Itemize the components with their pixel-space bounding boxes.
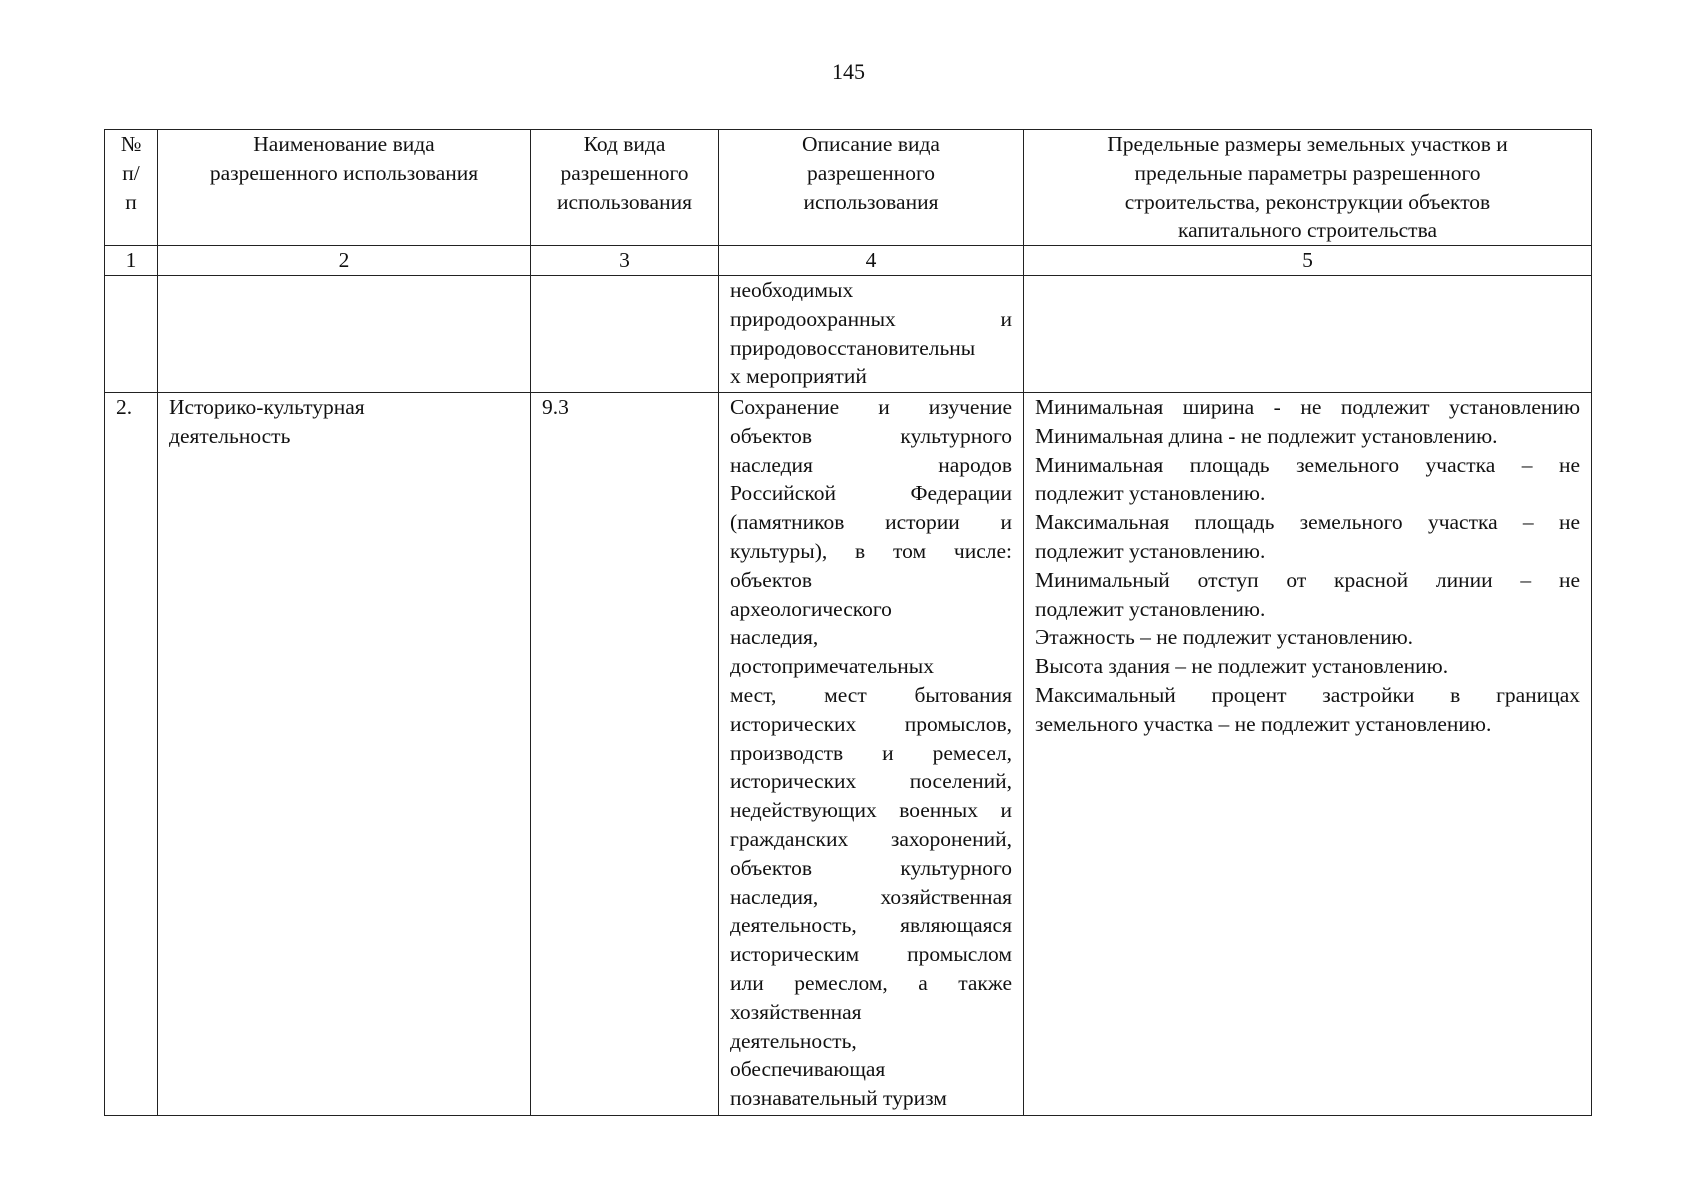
cell-row-number: 2.: [105, 392, 158, 1115]
header-use-name: Наименование вида разрешенного использования: [158, 130, 531, 246]
column-number: 5: [1024, 246, 1592, 276]
table-header-row: [105, 130, 1592, 246]
table-row-continuation: [105, 275, 1592, 392]
header-use-description: Описание вида разрешенного использования: [719, 130, 1024, 246]
column-number: 1: [105, 246, 158, 276]
page-number: 145: [832, 59, 865, 84]
cell-empty: [158, 275, 531, 392]
cell-use-code: 9.3: [531, 392, 719, 1115]
column-number: 2: [158, 246, 531, 276]
cell-empty: [1024, 275, 1592, 392]
cell-use-name: Историко-культурная деятельность: [158, 392, 531, 1115]
cell-empty: [531, 275, 719, 392]
header-use-code: Код вида разрешенного использования: [531, 130, 719, 246]
column-number: 3: [531, 246, 719, 276]
cell-limit-parameters: Минимальная ширина - не подлежит установлению Минимальная длина - не подлежит установлению. Минимальная площадь земельного участка – не подлежит установлению. Максимальная площадь земельного участка – не подлежит установлению. Минимальный отступ от красной линии – не подлежит установлению. Этажность – не подлежит установлению. Высота здания – не подлежит установлению. Максимальный процент застройки в границах земельного участка – не подлежит установлению.: [1024, 392, 1592, 1115]
cell-use-description: Сохранение и изучение объектов культурного наследия народов Российской Федерации (памятников истории и культуры), в том числе: объектов археологического наследия, достопримечательных мест, мест бытования исторических промыслов, производств и ремесел, исторических поселений, недействующих военных и гражданских захоронений, объектов культурного наследия, хозяйственная деятельность, являющаяся историческим промыслом или ремеслом, а также хозяйственная деятельность, обеспечивающая познавательный туризм: [719, 392, 1024, 1115]
header-limit-parameters: Предельные размеры земельных участков и предельные параметры разрешенного строительства, реконструкции объектов капитального строительства: [1024, 130, 1592, 246]
cell-empty: [105, 275, 158, 392]
cell-description-continuation: необходимых природоохранных и природовосстановительны х мероприятий: [719, 275, 1024, 392]
column-number: 4: [719, 246, 1024, 276]
table-row: [105, 392, 1592, 1115]
column-number-row: [105, 246, 1592, 276]
land-use-table: [104, 129, 1592, 1116]
header-number: № п/ п: [105, 130, 158, 246]
